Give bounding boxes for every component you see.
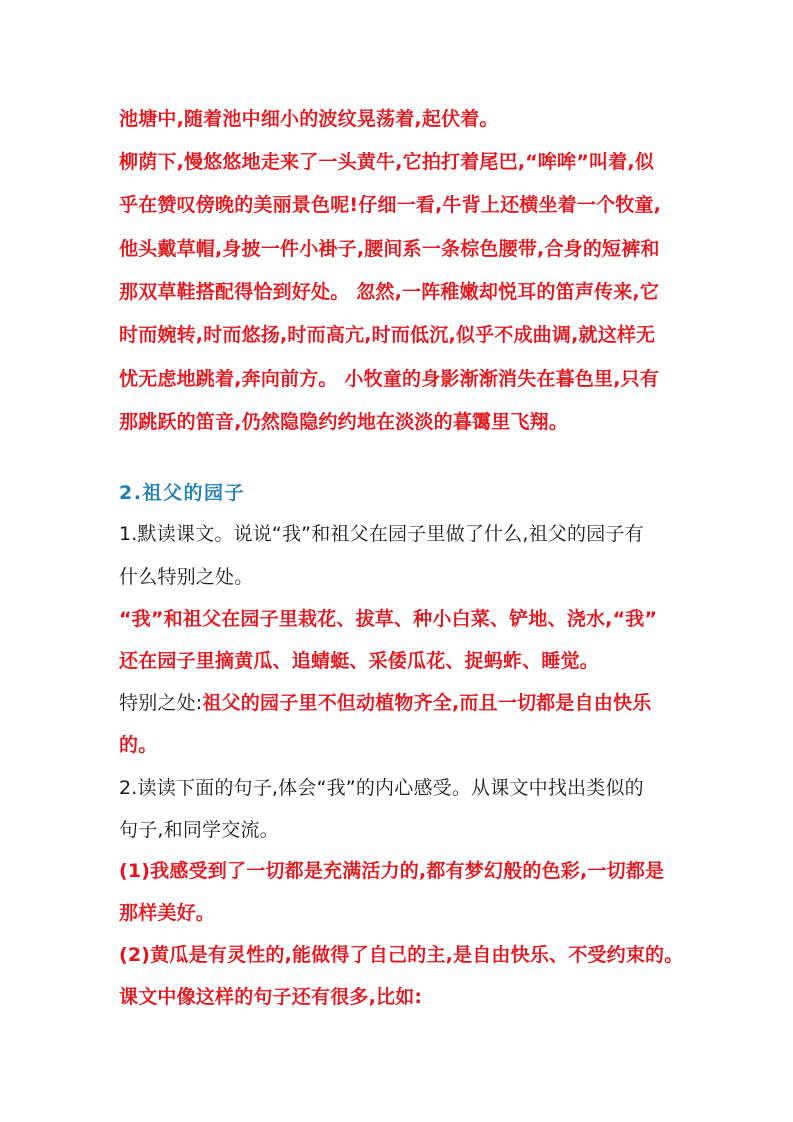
paragraph-line: 那跳跃的笛音,仍然隐隐约约地在淡淡的暮霭里飞翔。: [119, 411, 569, 433]
question-line: 1.默读课文。说说“我”和祖父在园子里做了什么,祖父的园子有: [119, 523, 644, 545]
paragraph-line: 时而婉转,时而悠扬,时而高亢,时而低沉,似乎不成曲调,就这样无: [119, 324, 656, 346]
answer-label: 特别之处:: [119, 692, 203, 714]
section-heading: 2.祖父的园子: [119, 482, 245, 504]
answer-line: (2)黄瓜是有灵性的,能做得了自己的主,是自由快乐、不受约束的。: [119, 944, 684, 966]
answer-line: 的。: [119, 734, 158, 756]
paragraph-line: 池塘中,随着池中细小的波纹晃荡着,起伏着。: [119, 108, 499, 130]
answer-text: 祖父的园子里不但动植物齐全,而且一切都是自由快乐: [202, 692, 652, 714]
paragraph-line: 乎在赞叹傍晚的美丽景色呢!仔细一看,牛背上还横坐着一个牧童,: [119, 194, 662, 216]
answer-line: “我”和祖父在园子里栽花、拔草、种小白菜、铲地、浇水,“我”: [119, 608, 658, 630]
paragraph-line: 忧无虑地跳着,奔向前方。 小牧童的身影渐渐消失在暮色里,只有: [119, 368, 660, 390]
answer-line: 那样美好。: [119, 902, 216, 924]
answer-line: 还在园子里摘黄瓜、追蜻蜓、采倭瓜花、捉蚂蚱、睡觉。: [119, 650, 600, 672]
paragraph-line: 柳荫下,慢悠悠地走来了一头黄牛,它拍打着尾巴,“哞哞”叫着,似: [119, 151, 655, 173]
paragraph-line: 他头戴草帽,身披一件小褂子,腰间系一条棕色腰带,合身的短裤和: [119, 238, 660, 260]
answer-line-mixed: [119, 690, 651, 716]
question-line: 2.读读下面的句子,体会“我”的内心感受。从课文中找出类似的: [119, 777, 644, 799]
answer-line: 课文中像这样的句子还有很多,比如:: [119, 986, 423, 1008]
question-line: 句子,和同学交流。: [119, 819, 279, 841]
paragraph-line: 那双草鞋搭配得恰到好处。 忽然,一阵稚嫩却悦耳的笛声传来,它: [119, 281, 660, 303]
answer-line: (1)我感受到了一切都是充满活力的,都有梦幻般的色彩,一切都是: [119, 860, 665, 882]
question-line: 什么特别之处。: [119, 566, 254, 588]
